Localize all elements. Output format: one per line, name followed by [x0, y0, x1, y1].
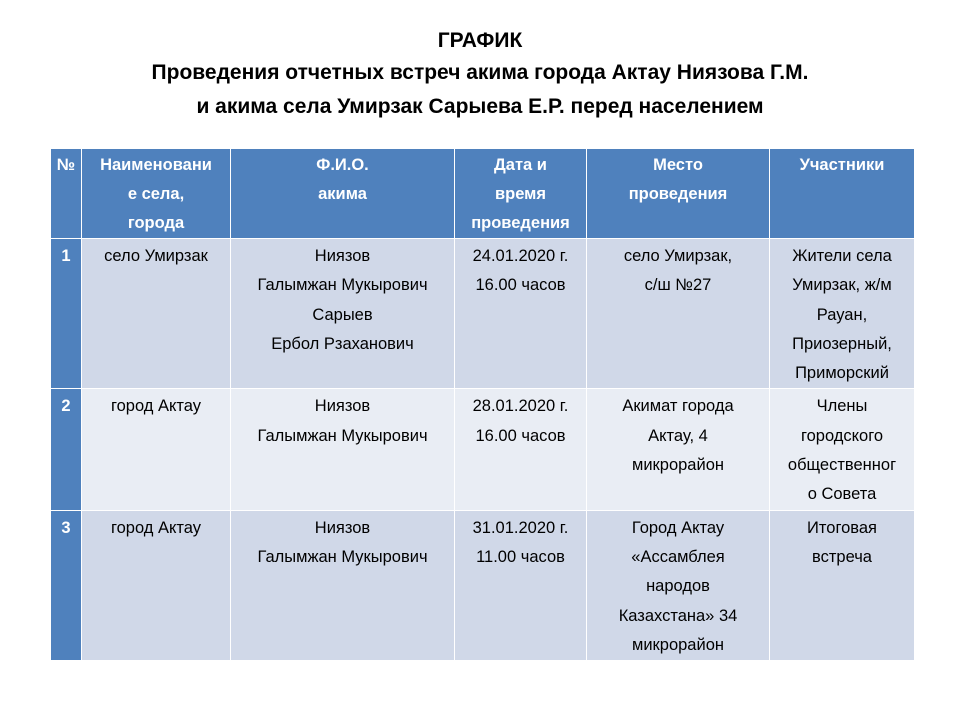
row-place — [587, 389, 770, 510]
row-participants — [770, 389, 915, 510]
row-settlement — [82, 239, 231, 389]
row-num — [51, 239, 82, 389]
schedule-table — [50, 148, 915, 661]
header-participants — [770, 149, 915, 239]
row-akim-name — [231, 389, 455, 510]
cell-text-line: городского — [800, 426, 884, 445]
row-datetime — [455, 239, 587, 389]
cell-text-line: 31.01.2020 г. — [472, 518, 569, 537]
cell-text-line: е села, — [127, 185, 185, 203]
cell-text-line: Город Актау — [631, 518, 725, 537]
header-place — [587, 149, 770, 239]
cell-text-line: Галымжан Мукырович — [257, 276, 428, 295]
cell-text-line: село Умирзак — [104, 247, 208, 265]
row-num — [51, 389, 82, 510]
row-participants — [770, 239, 915, 389]
cell-text-line: Актау, 4 — [648, 426, 708, 445]
cell-text-line: 3 — [61, 518, 71, 537]
cell-text-line: Ниязов — [314, 247, 371, 265]
cell-text-line: проведения — [471, 214, 570, 232]
cell-text-line: Казахстана» 34 — [618, 606, 738, 625]
cell-text-line: 2 — [61, 397, 71, 416]
cell-text-line: Умирзак, ж/м — [792, 276, 892, 295]
cell-text-line: Наименовани — [100, 156, 212, 174]
cell-text-line: Сарыев — [312, 305, 373, 324]
cell-text-line: 28.01.2020 г. — [472, 397, 569, 416]
cell-text-line: микрорайон — [632, 456, 724, 475]
row-akim-name — [231, 510, 455, 660]
cell-text-line: микрорайон — [632, 635, 724, 654]
cell-text-line: акима — [318, 185, 367, 203]
cell-text-line: Место — [653, 156, 703, 174]
cell-text-line: село Умирзак, — [623, 247, 733, 265]
row-settlement — [82, 389, 231, 510]
table-row — [51, 239, 915, 389]
cell-text-line: Ниязов — [314, 518, 371, 537]
header-fio — [231, 149, 455, 239]
row-akim-name — [231, 239, 455, 389]
cell-text-line: 16.00 часов — [475, 276, 566, 295]
cell-text-line: город Актау — [110, 518, 202, 537]
cell-text-line: время — [494, 185, 546, 203]
table-row — [51, 510, 915, 660]
table-header-row — [51, 149, 915, 239]
cell-text-line: 1 — [61, 247, 71, 265]
cell-text-line: города — [127, 214, 185, 232]
row-place — [587, 510, 770, 660]
cell-text-line: общественног — [787, 456, 897, 475]
cell-text-line: Итоговая — [807, 518, 877, 537]
cell-text-line: 24.01.2020 г. — [472, 247, 569, 265]
cell-text-line: встреча — [812, 547, 872, 566]
row-participants — [770, 510, 915, 660]
title-line-2: Проведения отчетных встреч акима города Актау Ниязова Г.М. — [151, 61, 809, 84]
cell-text-line: № — [56, 156, 76, 174]
row-place — [587, 239, 770, 389]
cell-text-line: 11.00 часов — [476, 547, 565, 566]
header-num — [51, 149, 82, 239]
table-row — [51, 389, 915, 510]
row-settlement — [82, 510, 231, 660]
cell-text-line: Участники — [799, 156, 885, 174]
cell-text-line: проведения — [628, 185, 728, 203]
cell-text-line: Члены — [816, 397, 868, 416]
cell-text-line: город Актау — [110, 397, 202, 416]
cell-text-line: Ербол Рзаханович — [271, 334, 414, 353]
cell-text-line: Приозерный, — [792, 334, 892, 353]
cell-text-line: Приморский — [795, 364, 889, 383]
cell-text-line: Галымжан Мукырович — [257, 426, 428, 445]
cell-text-line: Акимат города — [622, 397, 734, 416]
cell-text-line: Ф.И.О. — [316, 156, 369, 174]
cell-text-line: Рауан, — [816, 305, 868, 324]
row-datetime — [455, 510, 587, 660]
document-title — [0, 26, 960, 124]
title-line-1: ГРАФИК — [437, 29, 523, 52]
header-date — [455, 149, 587, 239]
cell-text-line: 16.00 часов — [475, 426, 566, 445]
cell-text-line: Жители села — [792, 247, 892, 265]
row-num — [51, 510, 82, 660]
cell-text-line: с/ш №27 — [644, 276, 712, 295]
cell-text-line: «Ассамблея — [631, 547, 725, 566]
row-datetime — [455, 389, 587, 510]
cell-text-line: Галымжан Мукырович — [257, 547, 428, 566]
cell-text-line: народов — [646, 577, 710, 596]
title-line-3: и акима села Умирзак Сарыева Е.Р. перед населением — [196, 95, 764, 118]
cell-text-line: Ниязов — [314, 397, 371, 416]
cell-text-line: Дата и — [494, 156, 547, 174]
cell-text-line: о Совета — [807, 485, 877, 504]
header-name — [82, 149, 231, 239]
